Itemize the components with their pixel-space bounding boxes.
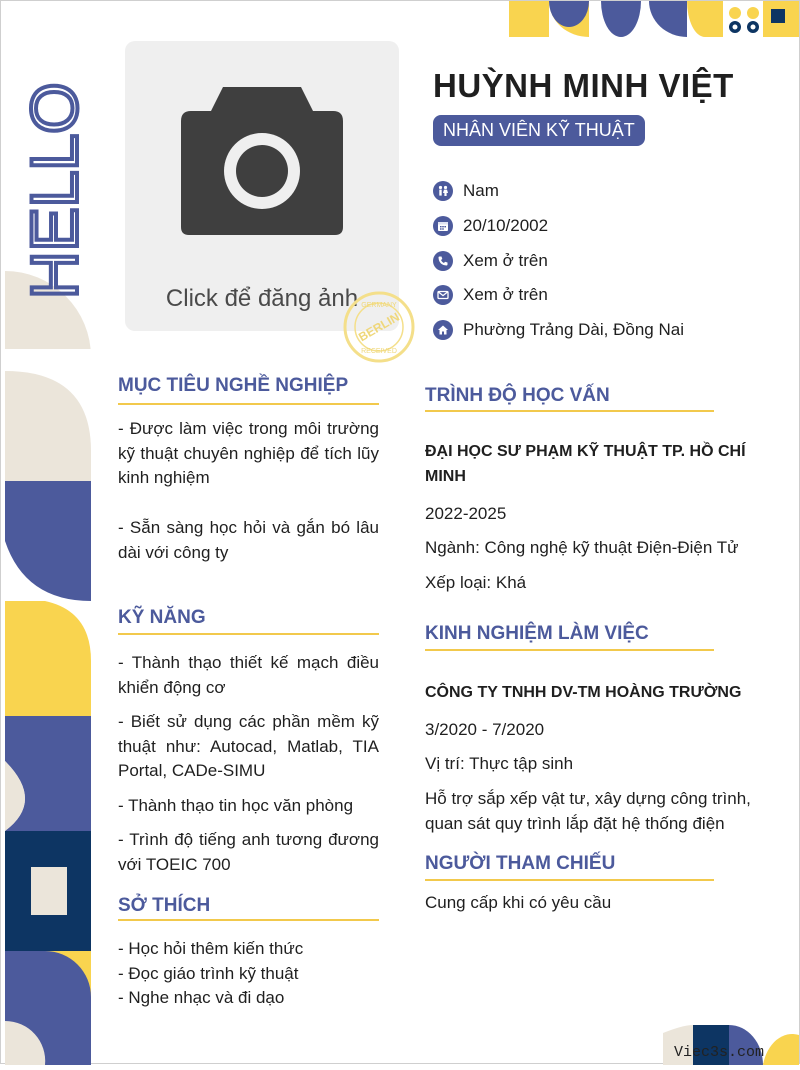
hobby-item: - Đọc giáo trình kỹ thuật [118, 964, 299, 983]
experience-position: Vị trí: Thực tập sinh [425, 754, 574, 773]
info-phone [433, 243, 773, 278]
gender-icon [433, 181, 453, 201]
skill-item: - Thành thạo tin học văn phòng [118, 796, 354, 815]
reference-rule [425, 879, 714, 881]
hobby-item: - Học hỏi thêm kiến thức [118, 939, 304, 958]
skills-rule [118, 633, 379, 635]
birthdate-text: 20/10/2002 [463, 216, 549, 236]
left-decoration [5, 1, 91, 1065]
address-text: Phường Trảng Dài, Đồng Nai [463, 320, 684, 340]
skills-title: KỸ NĂNG [118, 607, 206, 628]
stamp-icon [341, 289, 417, 365]
camera-icon [125, 41, 399, 271]
hobby-item: - Nghe nhạc và đi dạo [118, 988, 285, 1007]
hobbies-title: SỞ THÍCH [118, 895, 211, 916]
top-pattern [509, 1, 799, 37]
reference-text: Cung cấp khi có yêu cầu [425, 893, 612, 912]
job-title-badge: NHÂN VIÊN KỸ THUẬT [433, 115, 645, 146]
education-rule [425, 410, 714, 412]
experience-description: Hỗ trợ sắp xếp vật tư, xây dựng công trình, quan sát quy trình lắp đặt hệ thống điện [425, 789, 751, 833]
photo-upload-label: Click để đăng ảnh [165, 285, 359, 312]
experience-period: 3/2020 - 7/2020 [425, 720, 545, 739]
calendar-icon [433, 216, 453, 236]
phone-icon [433, 251, 453, 271]
photo-placeholder[interactable] [125, 41, 399, 331]
education-major: Ngành: Công nghệ kỹ thuật Điện-Điện Tử [425, 538, 739, 557]
experience-title: KINH NGHIỆM LÀM VIỆC [425, 623, 649, 644]
education-title: TRÌNH ĐỘ HỌC VẤN [425, 385, 610, 406]
phone-text: Xem ở trên [463, 250, 548, 270]
company-name: CÔNG TY TNHH DV-TM HOÀNG TRƯỜNG [425, 684, 742, 701]
personal-info [433, 174, 773, 347]
skill-item: - Thành thạo thiết kế mạch điều khiển động cơ [118, 653, 379, 697]
svg-text:GERMANY: GERMANY [361, 302, 397, 309]
school-name: ĐẠI HỌC SƯ PHẠM KỸ THUẬT TP. HỒ CHÍ MINH [425, 443, 746, 485]
info-email [433, 278, 773, 313]
info-address [433, 313, 773, 348]
watermark: Viec3s.com [674, 1044, 765, 1061]
mail-icon [433, 285, 453, 305]
skill-item: - Biết sử dụng các phần mềm kỹ thuật như: Autocad, Matlab, TIA Portal, CADe-SIMU [118, 712, 379, 780]
reference-title: NGƯỜI THAM CHIẾU [425, 853, 616, 874]
top-decoration [509, 1, 799, 37]
email-text: Xem ở trên [463, 285, 548, 305]
svg-text:BERLIN: BERLIN [356, 309, 402, 345]
gender-text: Nam [463, 181, 499, 201]
info-birthdate [433, 209, 773, 244]
objective-item: - Được làm việc trong môi trường kỹ thuật chuyên nghiệp để tích lũy kinh nghiệm [118, 419, 379, 487]
education-grade: Xếp loại: Khá [425, 573, 527, 592]
svg-text:RECEIVED: RECEIVED [361, 348, 397, 355]
candidate-name: HUỲNH MINH VIỆT [433, 67, 734, 104]
svg-text:HELLO: HELLO [17, 82, 91, 299]
hobbies-rule [118, 919, 379, 921]
objective-rule [118, 403, 379, 405]
objective-title: MỤC TIÊU NGHỀ NGHIỆP [118, 375, 349, 396]
objective-item: - Sẵn sàng học hỏi và gắn bó lâu dài với công ty [118, 518, 379, 562]
experience-rule [425, 649, 714, 651]
hello-text [17, 41, 91, 301]
home-icon [433, 320, 453, 340]
skill-item: - Trình độ tiếng anh tương đương với TOEIC 700 [118, 830, 379, 874]
info-gender [433, 174, 773, 209]
education-years: 2022-2025 [425, 504, 507, 523]
